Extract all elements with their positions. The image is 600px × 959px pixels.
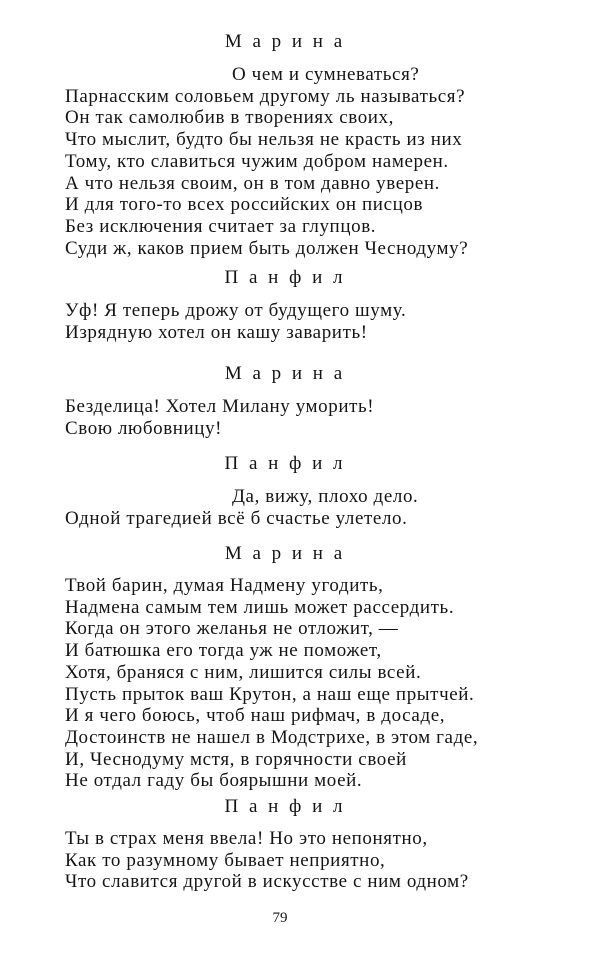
speaker-name: М а р и н а — [224, 31, 346, 52]
verse-line: Тому, кто славиться чужим добром намерен. — [65, 150, 449, 172]
verse-line: Пусть прыток ваш Крутон, а наш еще прытчей. — [65, 683, 475, 705]
verse-line: И для того-то всех российских он писцов — [65, 194, 424, 216]
verse-line: И батюшка его тогда уж не поможет, — [65, 640, 382, 662]
verse-block — [65, 396, 535, 439]
verse-line: Без исключения считает за глупцов. — [65, 215, 377, 237]
speaker-name: П а н ф и л — [224, 453, 346, 474]
verse-block — [65, 300, 535, 343]
verse-block — [65, 64, 535, 259]
verse-line: Что мыслит, будто бы нельзя не красть из них — [65, 129, 463, 151]
speaker-name: М а р и н а — [224, 543, 346, 564]
verse-block — [65, 828, 535, 893]
speaker-name: П а н ф и л — [224, 267, 346, 288]
verse-line: Суди ж, каков прием быть должен Чеснодуму? — [65, 237, 469, 259]
verse-line: Хотя, браняся с ним, лишится силы всей. — [65, 661, 422, 683]
verse-line: И, Чеснодуму мстя, в горячности своей — [65, 748, 407, 770]
verse-block — [65, 575, 535, 792]
verse-line: Изрядную хотел он кашу заварить! — [65, 321, 368, 343]
verse-line: Безделица! Хотел Милану уморить! — [65, 396, 375, 417]
verse-line: Как то разумному бывает неприятно, — [65, 849, 386, 871]
verse-line: Уф! Я теперь дрожу от будущего шуму. — [65, 300, 407, 321]
verse-line: О чем и сумневаться? — [232, 64, 420, 85]
speaker-name: П а н ф и л — [224, 796, 346, 817]
verse-line: Он так самолюбив в творениях своих, — [65, 107, 395, 129]
verse-line: Достоинств не нашел в Модстрихе, в этом гаде, — [65, 726, 479, 748]
verse-line: Да, вижу, плохо дело. — [232, 486, 419, 507]
verse-line: Парнасским соловьем другому ль называться? — [65, 85, 466, 107]
page-number: 79 — [272, 910, 288, 926]
verse-line: Твой барин, думая Надмену угодить, — [65, 575, 384, 596]
verse-line: Что славится другой в искусстве с ним одном? — [65, 871, 469, 893]
verse-line: Одной трагедией всё б счастье улетело. — [65, 507, 408, 529]
verse-line: А что нельзя своим, он в том давно уверен. — [65, 172, 440, 194]
verse-line: Ты в страх меня ввела! Но это непонятно, — [65, 828, 428, 849]
verse-line: Свою любовницу! — [65, 417, 223, 439]
verse-line: И я чего боюсь, чтоб наш рифмач, в досаде, — [65, 705, 446, 727]
verse-line: Надмена самым тем лишь может рассердить. — [65, 596, 455, 618]
verse-line: Не отдал гаду бы боярышни моей. — [65, 770, 363, 792]
verse-block — [65, 486, 535, 529]
speaker-name: М а р и н а — [224, 363, 346, 384]
verse-line: Когда он этого желанья не отложит, — — [65, 618, 399, 640]
